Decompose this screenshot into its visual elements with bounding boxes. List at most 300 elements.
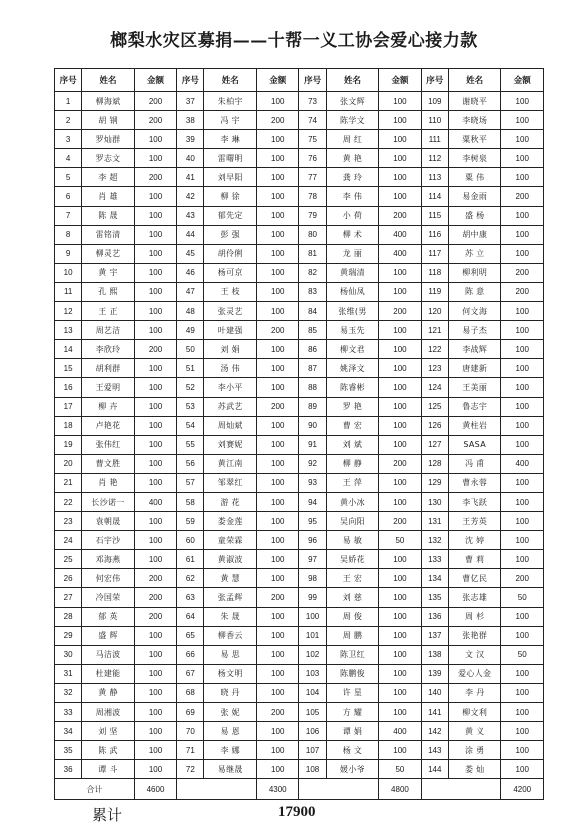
cell-name: 王 正 bbox=[82, 302, 135, 321]
table-row bbox=[55, 473, 544, 492]
cell-name: 吴娇花 bbox=[326, 550, 379, 569]
cell-no: 63 bbox=[177, 588, 204, 607]
cell-no: 80 bbox=[299, 225, 326, 244]
cell-name: 龙 丽 bbox=[326, 244, 379, 263]
cell-no: 50 bbox=[177, 340, 204, 359]
table-row bbox=[55, 683, 544, 702]
cell-amount: 100 bbox=[257, 512, 299, 531]
cell-amount: 100 bbox=[134, 454, 176, 473]
cell-no: 106 bbox=[299, 722, 326, 741]
cell-no: 61 bbox=[177, 550, 204, 569]
cell-amount: 100 bbox=[257, 168, 299, 187]
page-title: 榔梨水灾区募捐——十帮一义工协会爱心接力款 bbox=[110, 31, 478, 51]
cell-name: 媛小爷 bbox=[326, 760, 379, 779]
cell-no: 18 bbox=[55, 416, 82, 435]
cell-no: 118 bbox=[421, 263, 448, 282]
cell-amount: 100 bbox=[501, 244, 544, 263]
cell-name: 长沙诺一 bbox=[82, 492, 135, 511]
cell-no: 122 bbox=[421, 340, 448, 359]
cell-name: 粟秋平 bbox=[448, 130, 501, 149]
cell-no: 115 bbox=[421, 206, 448, 225]
cell-amount: 100 bbox=[501, 626, 544, 645]
cell-name: 黄 宇 bbox=[82, 263, 135, 282]
table-row bbox=[55, 263, 544, 282]
cell-amount: 100 bbox=[379, 168, 421, 187]
cell-amount: 100 bbox=[379, 397, 421, 416]
cumulative-value: 17900 bbox=[278, 804, 316, 820]
cell-no: 90 bbox=[299, 416, 326, 435]
cell-amount: 100 bbox=[501, 683, 544, 702]
cell-amount: 200 bbox=[134, 111, 176, 130]
cell-name: 李 超 bbox=[82, 168, 135, 187]
cell-name: 杨 文 bbox=[326, 741, 379, 760]
cell-name: 文 汉 bbox=[448, 645, 501, 664]
cell-name: 彭 强 bbox=[204, 225, 257, 244]
cell-name: 张艳群 bbox=[448, 626, 501, 645]
table-row bbox=[55, 703, 544, 722]
total-label bbox=[299, 779, 379, 800]
cell-name: 易 恩 bbox=[204, 722, 257, 741]
cell-name: 娄 灿 bbox=[448, 760, 501, 779]
cell-name: 刘早阳 bbox=[204, 168, 257, 187]
cell-name: 易 思 bbox=[204, 645, 257, 664]
cell-amount: 100 bbox=[257, 244, 299, 263]
cell-name: 谢晓平 bbox=[448, 92, 501, 111]
cell-name: 李欣玲 bbox=[82, 340, 135, 359]
cell-amount: 100 bbox=[501, 492, 544, 511]
cell-amount: 100 bbox=[501, 397, 544, 416]
cell-amount: 100 bbox=[501, 760, 544, 779]
cell-name: SASA bbox=[448, 435, 501, 454]
cell-amount: 100 bbox=[501, 531, 544, 550]
cell-name: 许 星 bbox=[326, 683, 379, 702]
cell-no: 3 bbox=[55, 130, 82, 149]
cell-no: 16 bbox=[55, 378, 82, 397]
cell-amount: 100 bbox=[134, 416, 176, 435]
cell-name: 张伟红 bbox=[82, 435, 135, 454]
cell-no: 64 bbox=[177, 607, 204, 626]
cell-no: 71 bbox=[177, 741, 204, 760]
cell-amount: 100 bbox=[501, 607, 544, 626]
cell-amount: 100 bbox=[257, 550, 299, 569]
cell-no: 77 bbox=[299, 168, 326, 187]
table-row bbox=[55, 378, 544, 397]
cell-amount: 200 bbox=[134, 340, 176, 359]
cell-name: 汤 伟 bbox=[204, 359, 257, 378]
cell-amount: 400 bbox=[379, 722, 421, 741]
cell-no: 33 bbox=[55, 703, 82, 722]
cell-name: 沈 婷 bbox=[448, 531, 501, 550]
cell-name: 肖 雄 bbox=[82, 187, 135, 206]
table-row bbox=[55, 244, 544, 263]
table-row bbox=[55, 588, 544, 607]
cell-no: 113 bbox=[421, 168, 448, 187]
cell-name: 胡利群 bbox=[82, 359, 135, 378]
cell-name: 陈睿彬 bbox=[326, 378, 379, 397]
header-name: 姓名 bbox=[82, 69, 135, 92]
cell-amount: 100 bbox=[257, 282, 299, 301]
cell-no: 117 bbox=[421, 244, 448, 263]
cell-no: 82 bbox=[299, 263, 326, 282]
cell-no: 91 bbox=[299, 435, 326, 454]
cell-name: 袁朝晟 bbox=[82, 512, 135, 531]
cell-no: 79 bbox=[299, 206, 326, 225]
cell-no: 138 bbox=[421, 645, 448, 664]
cell-name: 易金雨 bbox=[448, 187, 501, 206]
cell-amount: 100 bbox=[257, 760, 299, 779]
cell-amount: 200 bbox=[379, 454, 421, 473]
cell-no: 13 bbox=[55, 321, 82, 340]
cumulative-label: 累计 bbox=[92, 806, 123, 824]
cell-amount: 200 bbox=[379, 302, 421, 321]
cell-amount: 100 bbox=[134, 187, 176, 206]
cell-name: 周湘波 bbox=[82, 703, 135, 722]
cell-name: 王 萍 bbox=[326, 473, 379, 492]
total-label: 合计 bbox=[55, 779, 135, 800]
cell-name: 周 杉 bbox=[448, 607, 501, 626]
cell-amount: 50 bbox=[501, 588, 544, 607]
cell-name: 柳利明 bbox=[448, 263, 501, 282]
total-row bbox=[55, 779, 544, 800]
cell-name: 易玉先 bbox=[326, 321, 379, 340]
cell-amount: 100 bbox=[501, 741, 544, 760]
cell-amount: 100 bbox=[379, 473, 421, 492]
cell-no: 10 bbox=[55, 263, 82, 282]
cell-no: 141 bbox=[421, 703, 448, 722]
cell-amount: 100 bbox=[257, 130, 299, 149]
cell-amount: 100 bbox=[379, 741, 421, 760]
cell-no: 127 bbox=[421, 435, 448, 454]
cell-no: 111 bbox=[421, 130, 448, 149]
cell-no: 54 bbox=[177, 416, 204, 435]
cell-no: 46 bbox=[177, 263, 204, 282]
header-no: 序号 bbox=[55, 69, 82, 92]
cell-name: 肖 艳 bbox=[82, 473, 135, 492]
cell-name: 张孟辉 bbox=[204, 588, 257, 607]
cell-amount: 100 bbox=[257, 187, 299, 206]
cell-no: 135 bbox=[421, 588, 448, 607]
cell-amount: 100 bbox=[501, 378, 544, 397]
cell-name: 柳文君 bbox=[326, 340, 379, 359]
cell-amount: 100 bbox=[134, 302, 176, 321]
cell-name: 粟 伟 bbox=[448, 168, 501, 187]
cell-amount: 100 bbox=[257, 683, 299, 702]
cell-no: 89 bbox=[299, 397, 326, 416]
cell-no: 69 bbox=[177, 703, 204, 722]
cell-name: 张志雄 bbox=[448, 588, 501, 607]
table-row bbox=[55, 722, 544, 741]
cell-name: 杜建能 bbox=[82, 664, 135, 683]
cell-no: 114 bbox=[421, 187, 448, 206]
cell-name: 李飞跃 bbox=[448, 492, 501, 511]
header-amount: 金额 bbox=[501, 69, 544, 92]
cell-name: 李战辉 bbox=[448, 340, 501, 359]
cell-name: 张灵艺 bbox=[204, 302, 257, 321]
cell-amount: 100 bbox=[257, 340, 299, 359]
cell-amount: 100 bbox=[257, 607, 299, 626]
cell-amount: 100 bbox=[134, 225, 176, 244]
cell-amount: 100 bbox=[134, 321, 176, 340]
cell-name: 谭 娟 bbox=[326, 722, 379, 741]
cell-name: 柳海斌 bbox=[82, 92, 135, 111]
cell-amount: 100 bbox=[379, 664, 421, 683]
cell-amount: 200 bbox=[134, 569, 176, 588]
cell-no: 8 bbox=[55, 225, 82, 244]
cell-no: 144 bbox=[421, 760, 448, 779]
cell-amount: 100 bbox=[501, 92, 544, 111]
cell-no: 9 bbox=[55, 244, 82, 263]
cell-no: 132 bbox=[421, 531, 448, 550]
table-row bbox=[55, 741, 544, 760]
cell-name: 柳 卉 bbox=[82, 397, 135, 416]
cell-no: 120 bbox=[421, 302, 448, 321]
cell-amount: 200 bbox=[379, 206, 421, 225]
cell-amount: 400 bbox=[134, 492, 176, 511]
header-no: 序号 bbox=[421, 69, 448, 92]
cell-name: 王爱明 bbox=[82, 378, 135, 397]
cell-amount: 200 bbox=[134, 588, 176, 607]
cell-name: 方 耀 bbox=[326, 703, 379, 722]
total-value: 4200 bbox=[501, 779, 544, 800]
cell-name: 刘 斌 bbox=[326, 435, 379, 454]
cell-no: 124 bbox=[421, 378, 448, 397]
cell-amount: 200 bbox=[501, 569, 544, 588]
cell-no: 110 bbox=[421, 111, 448, 130]
table-row bbox=[55, 397, 544, 416]
cell-amount: 200 bbox=[257, 111, 299, 130]
cell-name: 易继晟 bbox=[204, 760, 257, 779]
cell-name: 盛 辉 bbox=[82, 626, 135, 645]
cell-amount: 100 bbox=[379, 703, 421, 722]
cell-no: 116 bbox=[421, 225, 448, 244]
cell-no: 108 bbox=[299, 760, 326, 779]
header-row bbox=[55, 69, 544, 92]
cell-no: 131 bbox=[421, 512, 448, 531]
cell-name: 马洁波 bbox=[82, 645, 135, 664]
cell-name: 陈学文 bbox=[326, 111, 379, 130]
cell-no: 32 bbox=[55, 683, 82, 702]
cell-name: 杨文明 bbox=[204, 664, 257, 683]
cell-no: 130 bbox=[421, 492, 448, 511]
cell-name: 龚 玲 bbox=[326, 168, 379, 187]
cell-no: 78 bbox=[299, 187, 326, 206]
cell-no: 72 bbox=[177, 760, 204, 779]
cell-name: 晓 丹 bbox=[204, 683, 257, 702]
table-row bbox=[55, 607, 544, 626]
cell-no: 1 bbox=[55, 92, 82, 111]
cell-name: 黄柱岩 bbox=[448, 416, 501, 435]
cell-name: 黄小冰 bbox=[326, 492, 379, 511]
cell-name: 柳文利 bbox=[448, 703, 501, 722]
table-row bbox=[55, 359, 544, 378]
cell-amount: 100 bbox=[257, 416, 299, 435]
cell-no: 134 bbox=[421, 569, 448, 588]
table-row bbox=[55, 225, 544, 244]
cell-name: 王 宏 bbox=[326, 569, 379, 588]
cell-amount: 100 bbox=[134, 435, 176, 454]
cell-no: 98 bbox=[299, 569, 326, 588]
cell-amount: 100 bbox=[501, 703, 544, 722]
cell-no: 70 bbox=[177, 722, 204, 741]
cell-name: 石宇沙 bbox=[82, 531, 135, 550]
cell-no: 5 bbox=[55, 168, 82, 187]
cell-no: 52 bbox=[177, 378, 204, 397]
cell-amount: 200 bbox=[501, 263, 544, 282]
cell-name: 周 俊 bbox=[326, 607, 379, 626]
cell-amount: 100 bbox=[379, 378, 421, 397]
cell-no: 88 bbox=[299, 378, 326, 397]
cell-name: 张文辉 bbox=[326, 92, 379, 111]
cell-no: 60 bbox=[177, 531, 204, 550]
cell-name: 曹永蓉 bbox=[448, 473, 501, 492]
cell-no: 103 bbox=[299, 664, 326, 683]
cell-name: 陈 晟 bbox=[82, 206, 135, 225]
cell-name: 朱 晟 bbox=[204, 607, 257, 626]
cell-amount: 50 bbox=[379, 760, 421, 779]
cell-name: 黄瑞清 bbox=[326, 263, 379, 282]
cell-amount: 400 bbox=[379, 244, 421, 263]
cell-no: 105 bbox=[299, 703, 326, 722]
cell-amount: 100 bbox=[501, 206, 544, 225]
cell-no: 12 bbox=[55, 302, 82, 321]
cell-amount: 100 bbox=[379, 588, 421, 607]
cell-amount: 100 bbox=[257, 92, 299, 111]
cell-no: 20 bbox=[55, 454, 82, 473]
cell-no: 38 bbox=[177, 111, 204, 130]
table-row bbox=[55, 626, 544, 645]
cell-name: 苏 立 bbox=[448, 244, 501, 263]
cell-amount: 100 bbox=[379, 92, 421, 111]
cell-name: 黄 义 bbox=[448, 722, 501, 741]
cell-name: 胡 钢 bbox=[82, 111, 135, 130]
cell-no: 73 bbox=[299, 92, 326, 111]
cell-no: 143 bbox=[421, 741, 448, 760]
cell-name: 郁先定 bbox=[204, 206, 257, 225]
cell-amount: 100 bbox=[379, 359, 421, 378]
cell-name: 冯 甫 bbox=[448, 454, 501, 473]
cell-no: 92 bbox=[299, 454, 326, 473]
cell-no: 27 bbox=[55, 588, 82, 607]
cell-no: 125 bbox=[421, 397, 448, 416]
cell-no: 140 bbox=[421, 683, 448, 702]
cell-no: 85 bbox=[299, 321, 326, 340]
cell-amount: 100 bbox=[379, 416, 421, 435]
header-amount: 金额 bbox=[134, 69, 176, 92]
cell-name: 童荣霖 bbox=[204, 531, 257, 550]
cell-amount: 100 bbox=[379, 282, 421, 301]
cell-amount: 100 bbox=[257, 435, 299, 454]
cell-no: 62 bbox=[177, 569, 204, 588]
cell-amount: 100 bbox=[134, 282, 176, 301]
cell-no: 126 bbox=[421, 416, 448, 435]
table-row bbox=[55, 321, 544, 340]
cell-no: 22 bbox=[55, 492, 82, 511]
cell-amount: 100 bbox=[501, 168, 544, 187]
cell-amount: 100 bbox=[257, 664, 299, 683]
cell-name: 黄江南 bbox=[204, 454, 257, 473]
cell-name: 李晓场 bbox=[448, 111, 501, 130]
cell-no: 41 bbox=[177, 168, 204, 187]
cell-name: 柳 徐 bbox=[204, 187, 257, 206]
header-no: 序号 bbox=[177, 69, 204, 92]
cell-amount: 100 bbox=[134, 149, 176, 168]
cell-name: 刘 慈 bbox=[326, 588, 379, 607]
header-name: 姓名 bbox=[326, 69, 379, 92]
cell-amount: 100 bbox=[134, 512, 176, 531]
cell-amount: 100 bbox=[134, 244, 176, 263]
cell-no: 67 bbox=[177, 664, 204, 683]
cell-no: 65 bbox=[177, 626, 204, 645]
cell-amount: 100 bbox=[257, 263, 299, 282]
cell-name: 刘 娟 bbox=[204, 340, 257, 359]
cell-no: 59 bbox=[177, 512, 204, 531]
cell-name: 李 娜 bbox=[204, 741, 257, 760]
table-row bbox=[55, 435, 544, 454]
header-amount: 金额 bbox=[257, 69, 299, 92]
cell-name: 易子杰 bbox=[448, 321, 501, 340]
cell-no: 81 bbox=[299, 244, 326, 263]
cell-amount: 50 bbox=[501, 645, 544, 664]
cell-no: 39 bbox=[177, 130, 204, 149]
cell-name: 罗 艳 bbox=[326, 397, 379, 416]
table-row bbox=[55, 206, 544, 225]
cell-no: 66 bbox=[177, 645, 204, 664]
cell-name: 雷曙明 bbox=[204, 149, 257, 168]
cell-no: 26 bbox=[55, 569, 82, 588]
cell-name: 姚泽文 bbox=[326, 359, 379, 378]
table-row bbox=[55, 130, 544, 149]
cell-name: 黄 慧 bbox=[204, 569, 257, 588]
cell-no: 58 bbox=[177, 492, 204, 511]
cell-no: 2 bbox=[55, 111, 82, 130]
cell-name: 陈 武 bbox=[82, 741, 135, 760]
cell-amount: 100 bbox=[501, 664, 544, 683]
table-row bbox=[55, 187, 544, 206]
cell-name: 唐建新 bbox=[448, 359, 501, 378]
cell-amount: 100 bbox=[379, 492, 421, 511]
cell-amount: 100 bbox=[257, 225, 299, 244]
cell-name: 小 荷 bbox=[326, 206, 379, 225]
cell-no: 45 bbox=[177, 244, 204, 263]
cell-amount: 100 bbox=[257, 531, 299, 550]
cell-name: 孔 熙 bbox=[82, 282, 135, 301]
cell-no: 17 bbox=[55, 397, 82, 416]
cell-name: 易 敏 bbox=[326, 531, 379, 550]
cell-no: 47 bbox=[177, 282, 204, 301]
cell-amount: 100 bbox=[134, 378, 176, 397]
cell-name: 叶建强 bbox=[204, 321, 257, 340]
cell-amount: 100 bbox=[501, 416, 544, 435]
cell-no: 119 bbox=[421, 282, 448, 301]
cell-name: 娄金莲 bbox=[204, 512, 257, 531]
cell-amount: 100 bbox=[501, 149, 544, 168]
table-row bbox=[55, 454, 544, 473]
cell-amount: 100 bbox=[379, 340, 421, 359]
cell-name: 周艺洁 bbox=[82, 321, 135, 340]
cell-no: 100 bbox=[299, 607, 326, 626]
cell-no: 34 bbox=[55, 722, 82, 741]
cell-amount: 100 bbox=[134, 206, 176, 225]
cell-amount: 100 bbox=[501, 722, 544, 741]
cell-name: 苏武艺 bbox=[204, 397, 257, 416]
cell-name: 陈卫红 bbox=[326, 645, 379, 664]
cell-name: 刘 坚 bbox=[82, 722, 135, 741]
table-row bbox=[55, 645, 544, 664]
cell-name: 陈 意 bbox=[448, 282, 501, 301]
cell-name: 朱柏宇 bbox=[204, 92, 257, 111]
cell-name: 郁 英 bbox=[82, 607, 135, 626]
cell-name: 冯 宇 bbox=[204, 111, 257, 130]
